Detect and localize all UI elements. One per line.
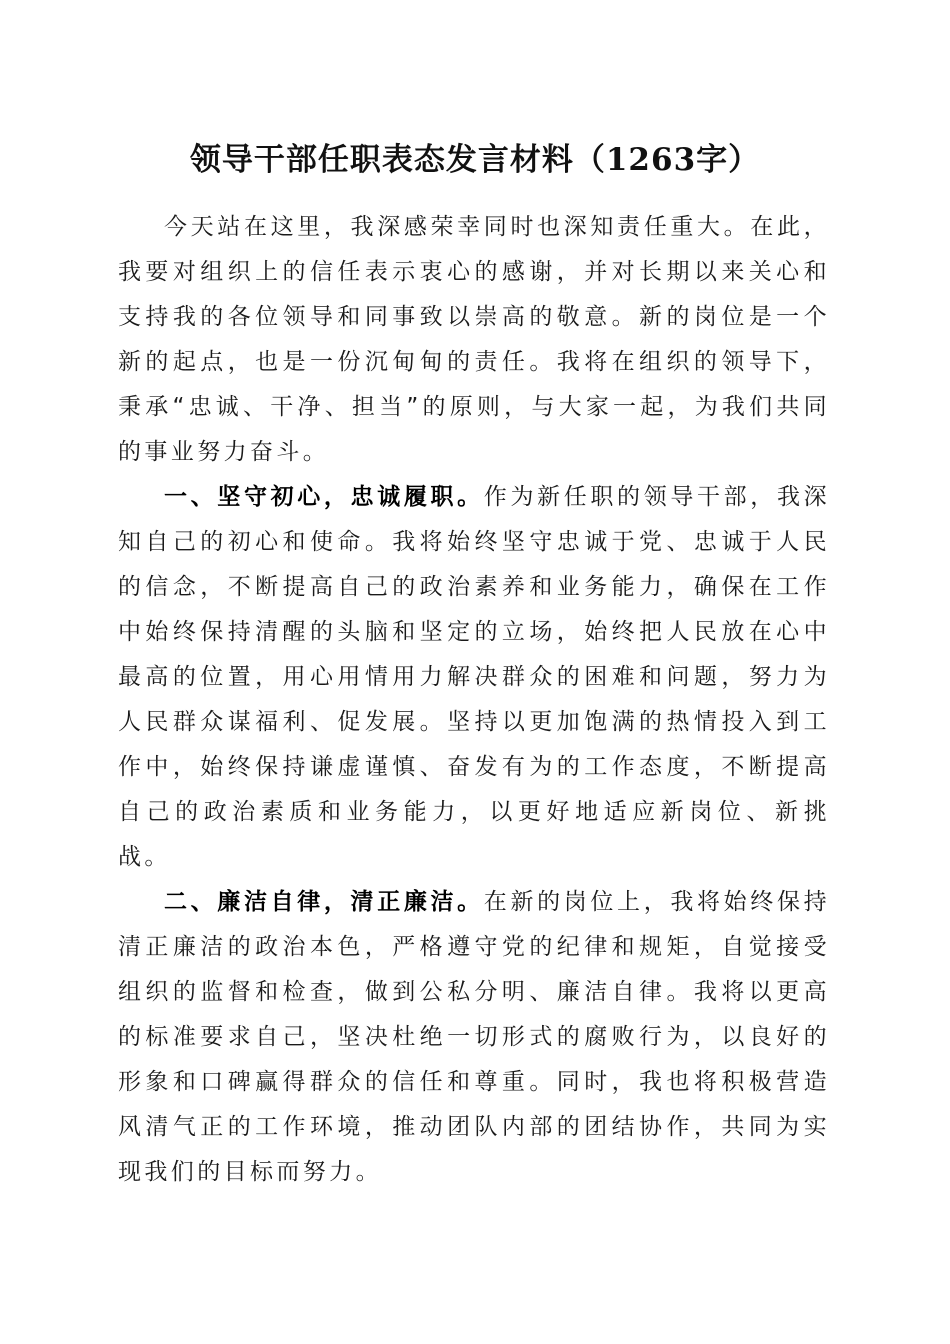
paragraph-intro — [118, 205, 830, 475]
paragraph-text: 作为新任职的领导干部，我深知自己的初心和使命。我将始终坚守忠诚于党、忠诚于人民的信念，不断提高自己的政治素养和业务能力，确保在工作中始终保持清醒的头脑和坚定的立场，始终把人民放在心中最高的位置，用心用情用力解决群众的困难和问题，努力为人民群众谋福利、促发展。坚持以更加饱满的热情投入到工作中，始终保持谦虚谨慎、奋发有为的工作态度，不断提高自己的政治素质和业务能力，以更好地适应新岗位、新挑战。 — [118, 484, 830, 870]
paragraph-section-2 — [118, 880, 830, 1195]
document-title: 领导干部任职表态发言材料（1263字） — [189, 142, 761, 178]
paragraph-text: 今天站在这里，我深感荣幸同时也深知责任重大。在此，我要对组织上的信任表示衷心的感谢，并对长期以来关心和支持我的各位领导和同事致以崇高的敬意。新的岗位是一个新的起点，也是一份沉甸甸的责任。我将在组织的领导下，秉承“忠诚、干净、担当”的原则，与大家一起，为我们共同的事业努力奋斗。 — [118, 214, 830, 465]
paragraph-section-1 — [118, 475, 830, 880]
paragraph-text: 在新的岗位上，我将始终保持清正廉洁的政治本色，严格遵守党的纪律和规矩，自觉接受组织的监督和检查，做到公私分明、廉洁自律。我将以更高的标准要求自己，坚决杜绝一切形式的腐败行为，以良好的形象和口碑赢得群众的信任和尊重。同时，我也将积极营造风清气正的工作环境，推动团队内部的团结协作，共同为实现我们的目标而努力。 — [118, 889, 830, 1185]
document-body — [118, 205, 830, 1195]
section-heading: 一、坚守初心，忠诚履职。 — [164, 484, 484, 510]
section-heading: 二、廉洁自律，清正廉洁。 — [164, 889, 484, 915]
